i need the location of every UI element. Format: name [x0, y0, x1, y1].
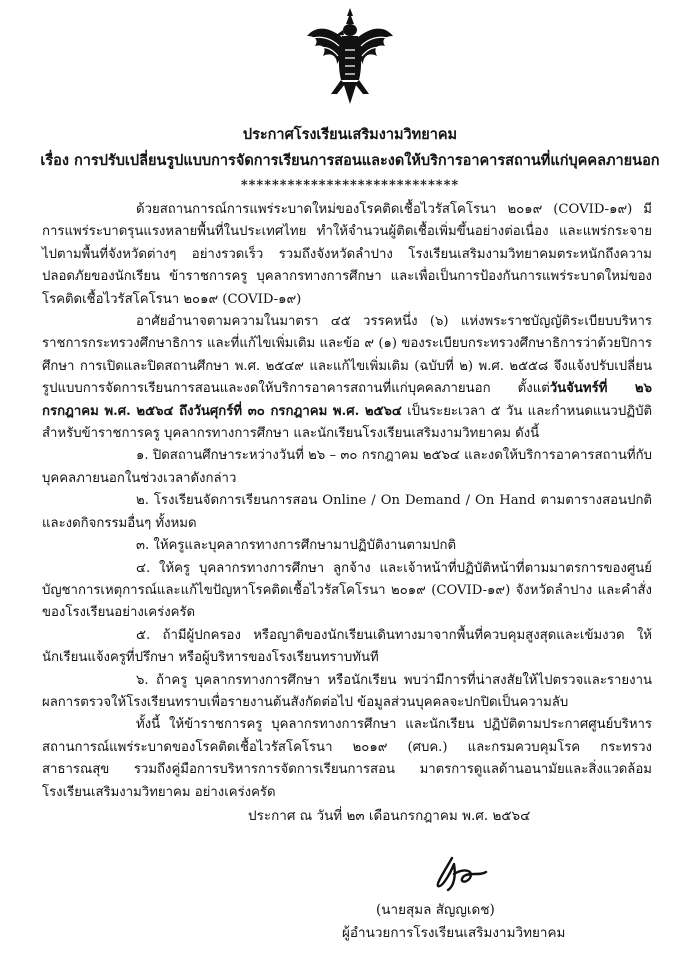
closure-date-range: วันจันทร์ที่ ๒๖ กรกฎาคม พ.ศ. ๒๕๖๔ ถึงวันศุกร์ที่ ๓๐ กรกฎาคม พ.ศ. ๒๕๖๔ [42, 381, 652, 419]
list-item-3: ๓. ให้ครูและบุคลากรทางการศึกษามาปฏิบัติงานตามปกติ [136, 538, 457, 554]
authority-text: อาศัยอำนาจตามความในมาตรา ๔๕ วรรคหนึ่ง (๖) แห่งพระราชบัญญัติระเบียบบริหารราชการกระทรวงศึกษาธิการ และที่แก้ไขเพิ่มเติม และข้อ ๙ (๑) ของระเบียบกระทรวงศึกษาธิการว่าด้วยปิการศึกษา การเปิดและปิดสถานศึกษา พ.ศ. ๒๕๔๙ และแก้ไขเพิ่มเติม (ฉบับที่ ๒) พ.ศ. ๒๕๕๘ จึงแจ้งปรับเปลี่ยนรูปแบบการจัดการเรียนการสอนและงดให้บริการอาคารสถานที่แก่บุคคลภายนอก ตั้งแต่ [42, 314, 652, 397]
document-body [42, 199, 652, 804]
document-subject: เรื่อง การปรับเปลี่ยนรูปแบบการจัดการเรียนการสอนและงดให้บริการอาคารสถานที่แก่บุคคลภายนอก [40, 152, 660, 169]
authority-text-cont: เป็นระยะเวลา ๕ วัน และกำหนดแนวปฏิบัติสำหรับข้าราชการครู บุคลากรทางการศึกษา และนักเรียนโรงเรียนเสริมงามวิทยาคม ดังนี้ [42, 403, 653, 442]
signer-name: (นายสุมล สัญญเดช) [376, 902, 495, 918]
authority-paragraph [42, 311, 652, 445]
list-item-4: ๔. ให้ครู บุคลากรทางการศึกษา ลูกจ้าง และเจ้าหน้าที่ปฏิบัติหน้าที่ตามมาตรการของศูนย์บัญชาการเหตุการณ์และแก้ไขปัญหาโรคติดเชื้อไวรัสโคโรนา ๒๐๑๙ (COVID-๑๙) จังหวัดลำปาง และคำสั่งของโรงเรียนอย่างเคร่งครัด [42, 560, 652, 621]
list-item-6: ๖. ถ้าครู บุคลากรทางการศึกษา หรือนักเรียน พบว่ามีการที่น่าสงสัยให้ไปตรวจและรายงานผลการตรวจให้โรงเรียนทราบเพื่อรายงานต้นสังกัดต่อไป ข้อมูลส่วนบุคคลจะปกปิดเป็นความลับ [42, 672, 652, 710]
star-divider: **************************** [240, 178, 460, 193]
closing-paragraph: ทั้งนี้ ให้ข้าราชการครู บุคลากรทางการศึกษา และนักเรียน ปฏิบัติตามประกาศศูนย์บริหารสถานการณ์แพร่ระบาดของโรคติดเชื้อไวรัสโคโรนา ๒๐๑๙ (ศบค.) และกรมควบคุมโรค กระทรวงสาธารณสุข รวมถึงคู่มือการบริหารการจัดการเรียนการสอน มาตรการดูแลด้านอนามัยและสิ่งแวดล้อม โรงเรียนเสริมงามวิทยาคม อย่างเคร่งครัด [42, 717, 652, 800]
list-item-5: ๕. ถ้ามีผู้ปกครอง หรือญาติของนักเรียนเดินทางมาจากพื้นที่ควบคุมสูงสุดและเข้มงวด ให้นักเรียนแจ้งครูที่ปรึกษา หรือผู้บริหารของโรงเรียนทราบทันที [42, 627, 652, 666]
signer-position: ผู้อำนวยการโรงเรียนเสริมงามวิทยาคม [342, 925, 566, 941]
announce-date: ประกาศ ณ วันที่ ๒๓ เดือนกรกฎาคม พ.ศ. ๒๕๖๔ [248, 808, 531, 824]
list-item-1: ๑. ปิดสถานศึกษาระหว่างวันที่ ๒๖ – ๓๐ กรกฎาคม ๒๕๖๔ และงดให้บริการอาคารสถานที่กับบุคคลภายนอกในช่วงเวลาดังกล่าว [42, 448, 652, 486]
intro-paragraph: ด้วยสถานการณ์การแพร่ระบาดใหม่ของโรคติดเชื้อไวรัสโคโรนา ๒๐๑๙ (COVID-๑๙) มีการแพร่ระบาดรุนแรงหลายพื้นที่ในประเทศไทย ทำให้จำนวนผู้ติดเชื้อเพิ่มขึ้นอย่างต่อเนื่อง และแพร่กระจายไปตามพื้นที่จังหวัดต่างๆ อย่างรวดเร็ว รวมถึงจังหวัดลำปาง โรงเรียนเสริมงามวิทยาคมตระหนักถึงความปลอดภัยของนักเรียน ข้าราชการครู บุคลากรทางการศึกษา และเพื่อเป็นการป้องกันการแพร่ระบาดใหม่ของโรคติดเชื้อไวรัสโคโรนา ๒๐๑๙ (COVID-๑๙) [42, 202, 652, 307]
document-title: ประกาศโรงเรียนเสริมงามวิทยาคม [242, 126, 458, 143]
handwritten-signature [430, 852, 490, 894]
list-item-2: ๒. โรงเรียนจัดการเรียนการสอน Online / On Demand / On Hand ตามตารางสอนปกติ และงดกิจกรรมอื่นๆ ทั้งหมด [42, 493, 652, 531]
garuda-emblem-icon [305, 6, 395, 108]
